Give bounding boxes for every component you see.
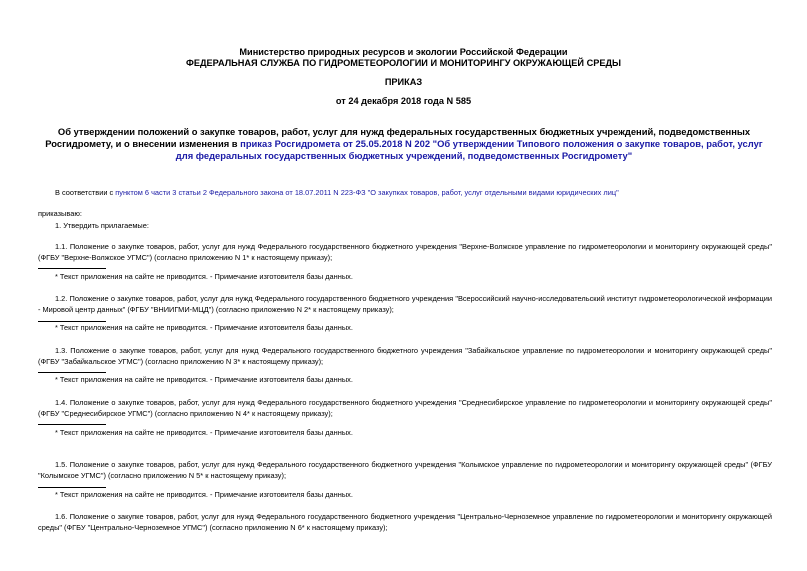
footnote-rule <box>38 321 106 322</box>
item-1-1: 1.1. Положение о закупке товаров, работ, услуг для нужд Федерального государственного бюджетного учреждения "Верхне-Волжское управление по гидрометеорологии и мониторингу окружающей среды" (ФГБУ "Верхне-Волжское УГМС") (согласно приложению N 1* к настоящему приказу); <box>38 242 772 262</box>
item-1-2: 1.2. Положение о закупке товаров, работ, услуг для нужд Федерального государственного бюджетного учреждения "Всероссийский научно-исследовательский институт гидрометеорологической информации - Мировой центр данных" (ФГБУ "ВНИИГМИ-МЦД") (согласно приложению N 2* к настоящему приказу); <box>38 294 772 314</box>
footnote-rule <box>38 268 106 269</box>
ministry-heading: Министерство природных ресурсов и экологии Российской Федерации <box>239 47 568 57</box>
item-1-6: 1.6. Положение о закупке товаров, работ, услуг для нужд Федерального государственного бюджетного учреждения "Центрально-Черноземное управление по гидрометеорологии и мониторингу окружающей среды" (ФГБУ "Центрально-Черноземное УГМС") (согласно приложению N 6* к настоящему приказу); <box>38 512 772 532</box>
footnote-3: * Текст приложения на сайте не приводится. - Примечание изготовителя базы данных. <box>55 375 353 384</box>
document-type: ПРИКАЗ <box>384 77 423 87</box>
footnote-2: * Текст приложения на сайте не приводится. - Примечание изготовителя базы данных. <box>55 323 353 332</box>
footnote-4: * Текст приложения на сайте не приводится. - Примечание изготовителя базы данных. <box>55 428 353 437</box>
item-1-5: 1.5. Положение о закупке товаров, работ, услуг для нужд Федерального государственного бюджетного учреждения "Колымское управление по гидрометеорологии и мониторингу окружающей среды" (ФГБУ "Колымское УГМС") (согласно приложению N 5* к настоящему приказу); <box>38 460 772 480</box>
document-title <box>36 126 772 162</box>
footnote-rule <box>38 487 106 488</box>
footnote-1: * Текст приложения на сайте не приводится. - Примечание изготовителя базы данных. <box>55 272 353 281</box>
service-heading: ФЕДЕРАЛЬНАЯ СЛУЖБА ПО ГИДРОМЕТЕОРОЛОГИИ И МОНИТОРИНГУ ОКРУЖАЮЩЕЙ СРЕДЫ <box>186 58 621 68</box>
document-date: от 24 декабря 2018 года N 585 <box>335 96 472 106</box>
item-1-3: 1.3. Положение о закупке товаров, работ, услуг для нужд Федерального государственного бюджетного учреждения "Забайкальское управление по гидрометеорологии и мониторингу окружающей среды" (ФГБУ "Забайкальское УГМС") (согласно приложению N 3* к настоящему приказу); <box>38 346 772 366</box>
footnote-rule <box>38 372 106 373</box>
order-word: приказываю: <box>38 209 82 218</box>
footnote-5: * Текст приложения на сайте не приводится. - Примечание изготовителя базы данных. <box>55 490 353 499</box>
item-1-4: 1.4. Положение о закупке товаров, работ, услуг для нужд Федерального государственного бюджетного учреждения "Среднесибирское управление по гидрометеорологии и мониторингу окружающей среды" (ФГБУ "Среднесибирское УГМС") (согласно приложению N 4* к настоящему приказу); <box>38 398 772 418</box>
title-text: Об утверждении положений о закупке товаров, работ, услуг для нужд федеральных государственных бюджетных учреждений, подведомственных Росгидромету, и о внесении изменения в <box>45 126 751 149</box>
basis-paragraph <box>55 188 772 199</box>
item-1: 1. Утвердить прилагаемые: <box>55 221 149 230</box>
basis-prefix: В соответствии с <box>55 188 116 197</box>
basis-law-link[interactable]: пунктом 6 части 3 статьи 2 Федерального закона от 18.07.2011 N 223-ФЗ "О закупках товаров, работ, услуг отдельными видами юридических лиц" <box>115 188 619 197</box>
title-order-link[interactable]: приказ Росгидромета от 25.05.2018 N 202 "Об утверждении Типового положения о закупке товаров, работ, услуг для федеральных государственных бюджетных учреждений, подведомственных Росгидромету" <box>175 138 763 161</box>
footnote-rule <box>38 424 106 425</box>
